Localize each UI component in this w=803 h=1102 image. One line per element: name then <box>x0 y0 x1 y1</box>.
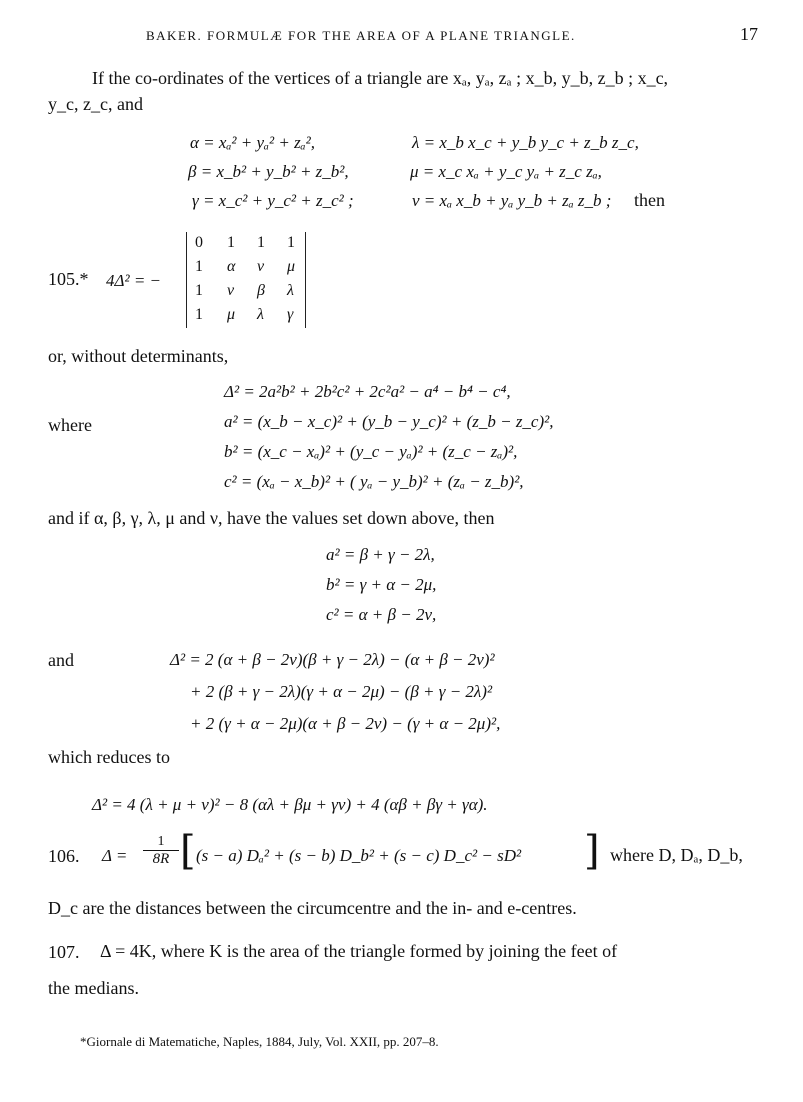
and-word: and <box>48 650 74 670</box>
side-b-squared: b² = γ + α − 2μ, <box>326 575 437 594</box>
formula-106-label: 106. <box>48 846 80 866</box>
def-gamma: γ = x_c² + y_c² + z_c² ; <box>192 191 354 210</box>
matrix-cell: α <box>227 258 236 275</box>
matrix-cell: 1 <box>195 282 203 299</box>
long-eq-line-1: Δ² = 2 (α + β − 2ν)(β + γ − 2λ) − (α + β − 2ν)² <box>170 650 495 669</box>
formula-105-label: 105.* <box>48 269 89 289</box>
eq-a-squared: a² = (x_b − x_c)² + (y_b − y_c)² + (z_b − z_c)², <box>224 412 554 431</box>
then-word: then <box>634 190 665 210</box>
matrix-cell: β <box>257 282 265 299</box>
right-bracket: ] <box>584 828 600 874</box>
fraction <box>143 834 179 868</box>
reduced-eq: Δ² = 4 (λ + μ + ν)² − 8 (αλ + βμ + γν) + 4 (αβ + βγ + γα). <box>92 795 488 814</box>
without-determinants: or, without determinants, <box>48 346 229 366</box>
formula-107-line-2: the medians. <box>48 978 139 998</box>
and-if-line: and if α, β, γ, λ, μ and ν, have the values set down above, then <box>48 508 495 528</box>
formula-105-lhs: 4Δ² = − <box>106 271 162 290</box>
def-mu: μ = x_c xₐ + y_c yₐ + z_c zₐ, <box>410 162 602 181</box>
def-lambda: λ = x_b x_c + y_b y_c + z_b z_c, <box>412 133 639 152</box>
eq-delta-squared: Δ² = 2a²b² + 2b²c² + 2c²a² − a⁴ − b⁴ − c⁴, <box>224 382 511 401</box>
long-eq-line-3: + 2 (γ + α − 2μ)(α + β − 2ν) − (γ + α − 2μ)², <box>190 714 501 733</box>
where-word: where <box>48 415 92 435</box>
def-nu: ν = xₐ x_b + yₐ y_b + zₐ z_b ; <box>412 191 612 210</box>
eq-b-squared: b² = (x_c − xₐ)² + (y_c − yₐ)² + (z_c − zₐ)², <box>224 442 518 461</box>
formula-107-label: 107. <box>48 942 80 962</box>
long-eq-line-2: + 2 (β + γ − 2λ)(γ + α − 2μ) − (β + γ − 2λ)² <box>190 682 493 701</box>
formula-106-body: (s − a) Dₐ² + (s − b) D_b² + (s − c) D_c² − sD² <box>196 846 522 865</box>
def-beta: β = x_b² + y_b² + z_b², <box>188 162 349 181</box>
matrix-cell: 1 <box>195 258 203 275</box>
def-alpha: α = xₐ² + yₐ² + zₐ², <box>190 133 316 152</box>
fraction-denominator: 8R <box>152 851 170 867</box>
left-bracket: [ <box>180 828 196 874</box>
page-number: 17 <box>740 24 758 44</box>
reduces-line: which reduces to <box>48 747 170 767</box>
matrix-cell: μ <box>227 306 236 323</box>
matrix-cell: ν <box>257 258 265 275</box>
matrix-cell: λ <box>257 306 264 323</box>
matrix-cell: 1 <box>287 234 295 251</box>
matrix-cell: 0 <box>195 234 203 251</box>
matrix-cell: 1 <box>227 234 235 251</box>
footnote: *Giornale di Matematiche, Naples, 1884, July, Vol. XXII, pp. 207–8. <box>80 1034 439 1049</box>
formula-107-line-1: Δ = 4K, where K is the area of the triangle formed by joining the feet of <box>100 941 618 961</box>
eq-c-squared: c² = (xₐ − x_b)² + ( yₐ − y_b)² + (zₐ − z_b)², <box>224 472 524 491</box>
matrix-cell: γ <box>287 306 294 323</box>
matrix-cell: μ <box>287 258 296 275</box>
formula-106-where: where D, Dₐ, D_b, <box>610 845 743 865</box>
matrix-cell: λ <box>287 282 294 299</box>
matrix-cell: 1 <box>257 234 265 251</box>
intro-line-2: y_c, z_c, and <box>48 94 143 114</box>
side-c-squared: c² = α + β − 2ν, <box>326 605 437 624</box>
determinant-matrix <box>186 232 306 328</box>
side-a-squared: a² = β + γ − 2λ, <box>326 545 435 564</box>
formula-106-continuation: D_c are the distances between the circumcentre and the in- and e-centres. <box>48 898 577 918</box>
matrix-cell: 1 <box>195 306 203 323</box>
fraction-numerator: 1 <box>143 834 179 851</box>
formula-106-lhs: Δ = <box>102 846 128 865</box>
running-header: BAKER. FORMULÆ FOR THE AREA OF A PLANE TRIANGLE. <box>146 28 576 43</box>
intro-line-1: If the co-ordinates of the vertices of a triangle are xₐ, yₐ, zₐ ; x_b, y_b, z_b ; x_c, <box>92 68 669 88</box>
matrix-cell: ν <box>227 282 235 299</box>
